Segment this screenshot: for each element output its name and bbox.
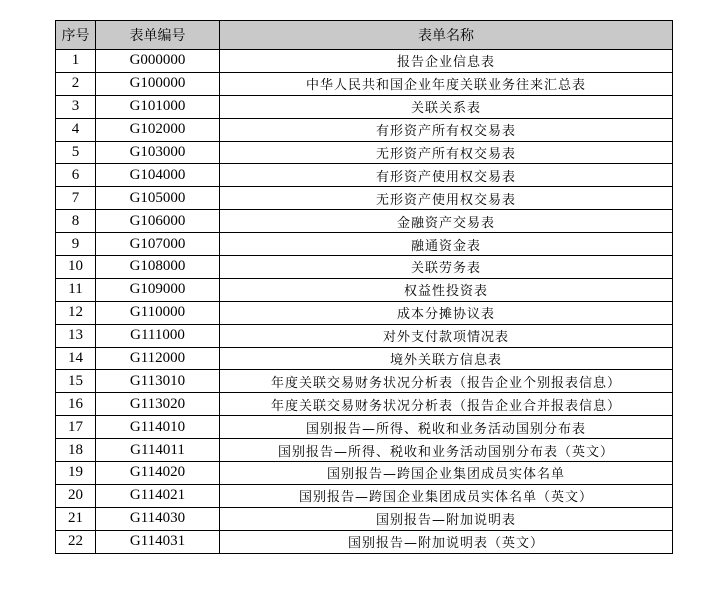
row-index: 9 — [56, 233, 96, 256]
row-index: 16 — [56, 393, 96, 416]
row-form-name: 国别报告—附加说明表（英文） — [220, 530, 673, 553]
row-index: 22 — [56, 530, 96, 553]
row-form-name: 国别报告—跨国企业集团成员实体名单 — [220, 462, 673, 485]
row-index: 7 — [56, 187, 96, 210]
row-form-code: G101000 — [96, 95, 220, 118]
row-form-name: 中华人民共和国企业年度关联业务往来汇总表 — [220, 72, 673, 95]
row-index: 14 — [56, 347, 96, 370]
row-form-code: G105000 — [96, 187, 220, 210]
table-row — [56, 507, 673, 530]
row-form-name: 报告企业信息表 — [220, 50, 673, 73]
row-form-code: G113010 — [96, 370, 220, 393]
row-form-code: G114020 — [96, 462, 220, 485]
row-index: 4 — [56, 118, 96, 141]
row-form-code: G113020 — [96, 393, 220, 416]
row-form-name: 国别报告—所得、税收和业务活动国别分布表 — [220, 416, 673, 439]
table-row — [56, 50, 673, 73]
row-form-name: 对外支付款项情况表 — [220, 324, 673, 347]
row-index: 20 — [56, 484, 96, 507]
row-form-code: G114011 — [96, 439, 220, 462]
header-row — [56, 21, 673, 50]
row-index: 15 — [56, 370, 96, 393]
table-row — [56, 141, 673, 164]
row-form-code: G107000 — [96, 233, 220, 256]
row-form-code: G100000 — [96, 72, 220, 95]
table-row — [56, 439, 673, 462]
table-row — [56, 484, 673, 507]
table-body — [56, 50, 673, 554]
row-index: 18 — [56, 439, 96, 462]
row-index: 13 — [56, 324, 96, 347]
row-form-code: G106000 — [96, 210, 220, 233]
row-form-name: 国别报告—所得、税收和业务活动国别分布表（英文） — [220, 439, 673, 462]
table-row — [56, 370, 673, 393]
row-form-code: G109000 — [96, 278, 220, 301]
row-form-name: 关联关系表 — [220, 95, 673, 118]
header-form-code: 表单编号 — [96, 21, 220, 50]
table-row — [56, 72, 673, 95]
row-form-code: G114021 — [96, 484, 220, 507]
row-form-name: 融通资金表 — [220, 233, 673, 256]
row-form-code: G111000 — [96, 324, 220, 347]
row-form-name: 关联劳务表 — [220, 256, 673, 279]
table-row — [56, 118, 673, 141]
row-index: 21 — [56, 507, 96, 530]
row-form-name: 成本分摊协议表 — [220, 301, 673, 324]
row-form-name: 金融资产交易表 — [220, 210, 673, 233]
table-row — [56, 187, 673, 210]
row-form-code: G110000 — [96, 301, 220, 324]
row-form-name: 年度关联交易财务状况分析表（报告企业合并报表信息） — [220, 393, 673, 416]
table-row — [56, 462, 673, 485]
row-form-name: 无形资产所有权交易表 — [220, 141, 673, 164]
table-row — [56, 233, 673, 256]
row-index: 3 — [56, 95, 96, 118]
table-row — [56, 301, 673, 324]
table-row — [56, 530, 673, 553]
table-row — [56, 210, 673, 233]
row-index: 6 — [56, 164, 96, 187]
row-form-name: 权益性投资表 — [220, 278, 673, 301]
table-row — [56, 256, 673, 279]
row-form-name: 有形资产使用权交易表 — [220, 164, 673, 187]
table-row — [56, 324, 673, 347]
row-form-name: 国别报告—附加说明表 — [220, 507, 673, 530]
row-index: 10 — [56, 256, 96, 279]
header-form-name: 表单名称 — [220, 21, 673, 50]
table-row — [56, 393, 673, 416]
header-index: 序号 — [56, 21, 96, 50]
row-form-code: G114010 — [96, 416, 220, 439]
table-row — [56, 416, 673, 439]
row-index: 2 — [56, 72, 96, 95]
table-header — [56, 21, 673, 50]
row-index: 11 — [56, 278, 96, 301]
row-form-code: G112000 — [96, 347, 220, 370]
row-form-code: G114030 — [96, 507, 220, 530]
form-list-table — [55, 20, 673, 554]
row-form-name: 国别报告—跨国企业集团成员实体名单（英文） — [220, 484, 673, 507]
row-form-code: G104000 — [96, 164, 220, 187]
row-index: 5 — [56, 141, 96, 164]
row-index: 1 — [56, 50, 96, 73]
row-form-name: 无形资产使用权交易表 — [220, 187, 673, 210]
row-index: 17 — [56, 416, 96, 439]
row-form-code: G103000 — [96, 141, 220, 164]
table-row — [56, 95, 673, 118]
row-index: 8 — [56, 210, 96, 233]
row-form-name: 有形资产所有权交易表 — [220, 118, 673, 141]
row-form-code: G114031 — [96, 530, 220, 553]
row-form-name: 年度关联交易财务状况分析表（报告企业个别报表信息） — [220, 370, 673, 393]
row-form-code: G108000 — [96, 256, 220, 279]
row-index: 12 — [56, 301, 96, 324]
row-form-name: 境外关联方信息表 — [220, 347, 673, 370]
table-row — [56, 278, 673, 301]
row-form-code: G000000 — [96, 50, 220, 73]
table-row — [56, 164, 673, 187]
row-index: 19 — [56, 462, 96, 485]
row-form-code: G102000 — [96, 118, 220, 141]
table-row — [56, 347, 673, 370]
